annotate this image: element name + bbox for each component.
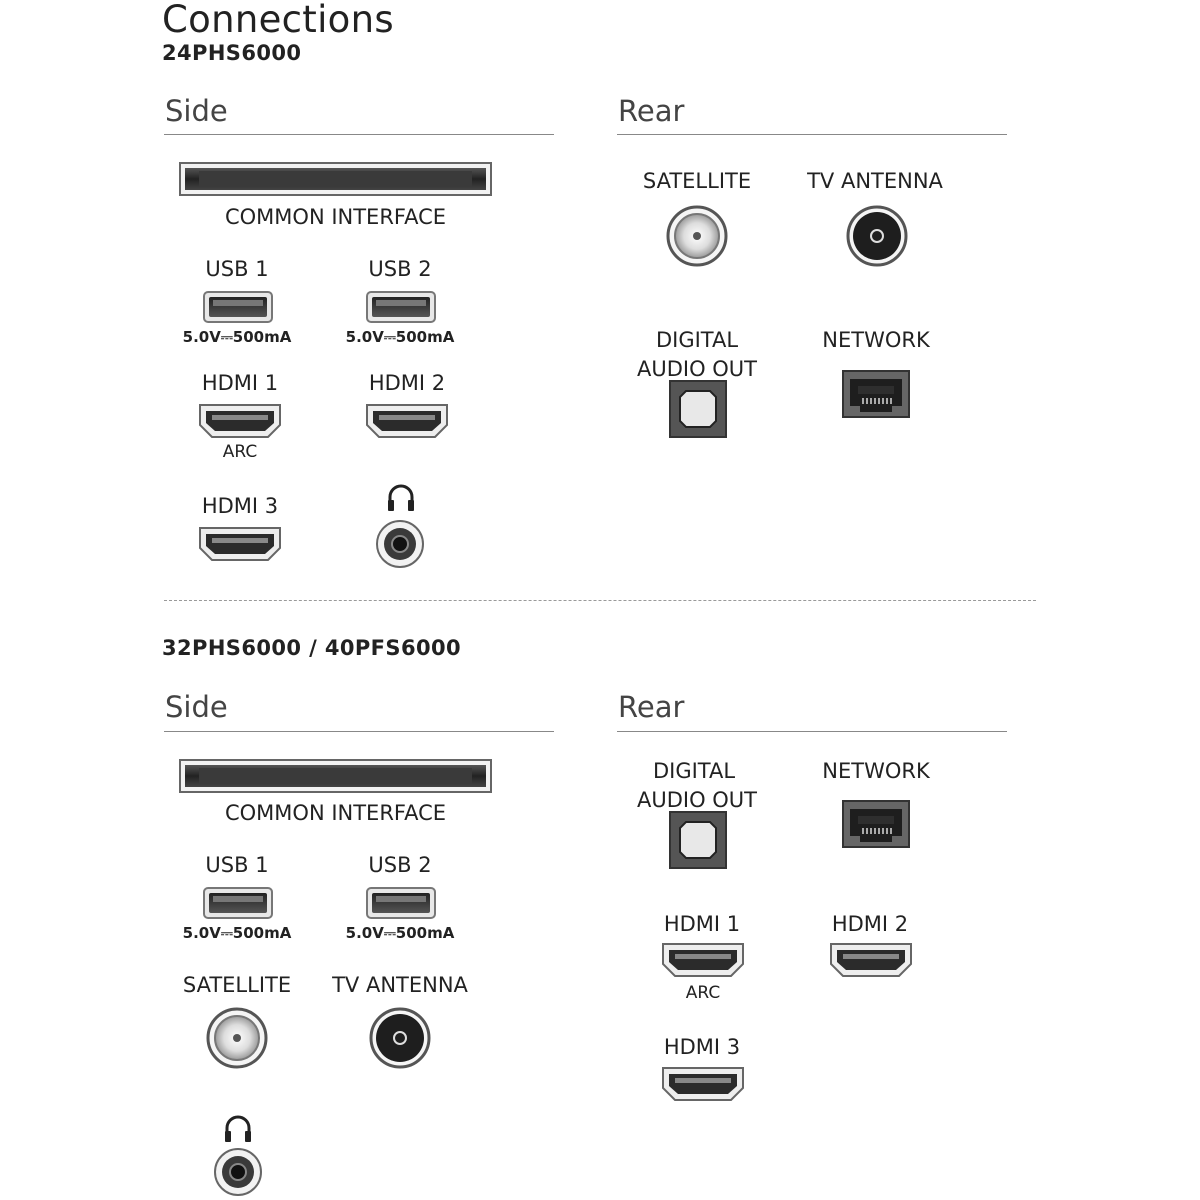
- hdmi-port-icon: [661, 1066, 745, 1102]
- hdmi-port-icon: [661, 942, 745, 978]
- hdmi1-arc: ARC: [222, 442, 258, 462]
- usb-port-icon: [203, 291, 273, 323]
- usb-port-icon: [366, 291, 436, 323]
- side-heading: Side: [165, 690, 228, 724]
- usb2-label: USB 2: [368, 257, 432, 281]
- hdmi-port-icon: [198, 526, 282, 562]
- headphone-icon: [223, 1114, 253, 1144]
- network-label: NETWORK: [822, 328, 930, 352]
- antenna-coax-icon: [846, 205, 908, 267]
- usb1-label: USB 1: [205, 257, 269, 281]
- panel-divider: [164, 600, 1036, 601]
- side-rule: [164, 731, 554, 732]
- usb1-spec: 5.0V⎓500mA: [182, 924, 292, 942]
- usb1-label: USB 1: [205, 853, 269, 877]
- hdmi2-label: HDMI 2: [831, 912, 909, 936]
- satellite-label: SATELLITE: [642, 169, 752, 193]
- hdmi1-label: HDMI 1: [663, 912, 741, 936]
- model-label: 32PHS6000 / 40PFS6000: [162, 636, 461, 660]
- network-label: NETWORK: [822, 759, 930, 783]
- audio-jack-icon: [213, 1147, 263, 1197]
- card-slot-icon: [179, 162, 492, 196]
- ethernet-port-icon: [842, 800, 910, 848]
- rear-rule: [617, 731, 1007, 732]
- side-rule: [164, 134, 554, 135]
- antenna-coax-icon: [369, 1007, 431, 1069]
- model-label: 24PHS6000: [162, 41, 302, 65]
- hdmi2-label: HDMI 2: [368, 371, 446, 395]
- usb2-spec: 5.0V⎓500mA: [345, 924, 455, 942]
- digital-audio-out-label-line1: DIGITAL: [655, 328, 739, 352]
- headphone-icon: [386, 483, 416, 513]
- hdmi3-label: HDMI 3: [201, 494, 279, 518]
- usb-port-icon: [366, 887, 436, 919]
- optical-port-icon: [669, 811, 727, 869]
- tv-antenna-label: TV ANTENNA: [332, 973, 468, 997]
- hdmi-port-icon: [198, 403, 282, 439]
- common-interface-label: COMMON INTERFACE: [224, 801, 446, 825]
- hdmi3-label: HDMI 3: [663, 1035, 741, 1059]
- digital-audio-out-label-line2: AUDIO OUT: [636, 357, 758, 381]
- rear-heading: Rear: [618, 94, 685, 128]
- digital-audio-out-label-line2: AUDIO OUT: [636, 788, 758, 812]
- hdmi-port-icon: [829, 942, 913, 978]
- satellite-coax-icon: [206, 1007, 268, 1069]
- usb1-spec: 5.0V⎓500mA: [182, 328, 292, 346]
- audio-jack-icon: [375, 519, 425, 569]
- usb2-label: USB 2: [368, 853, 432, 877]
- digital-audio-out-label-line1: DIGITAL: [652, 759, 736, 783]
- hdmi1-arc: ARC: [685, 983, 721, 1003]
- satellite-label: SATELLITE: [182, 973, 292, 997]
- rear-rule: [617, 134, 1007, 135]
- optical-port-icon: [669, 380, 727, 438]
- hdmi1-label: HDMI 1: [201, 371, 279, 395]
- card-slot-icon: [179, 759, 492, 793]
- hdmi-port-icon: [365, 403, 449, 439]
- usb2-spec: 5.0V⎓500mA: [345, 328, 455, 346]
- side-heading: Side: [165, 94, 228, 128]
- satellite-coax-icon: [666, 205, 728, 267]
- rear-heading: Rear: [618, 690, 685, 724]
- usb-port-icon: [203, 887, 273, 919]
- page-title: Connections: [162, 0, 394, 41]
- ethernet-port-icon: [842, 370, 910, 418]
- tv-antenna-label: TV ANTENNA: [807, 169, 943, 193]
- common-interface-label: COMMON INTERFACE: [224, 205, 446, 229]
